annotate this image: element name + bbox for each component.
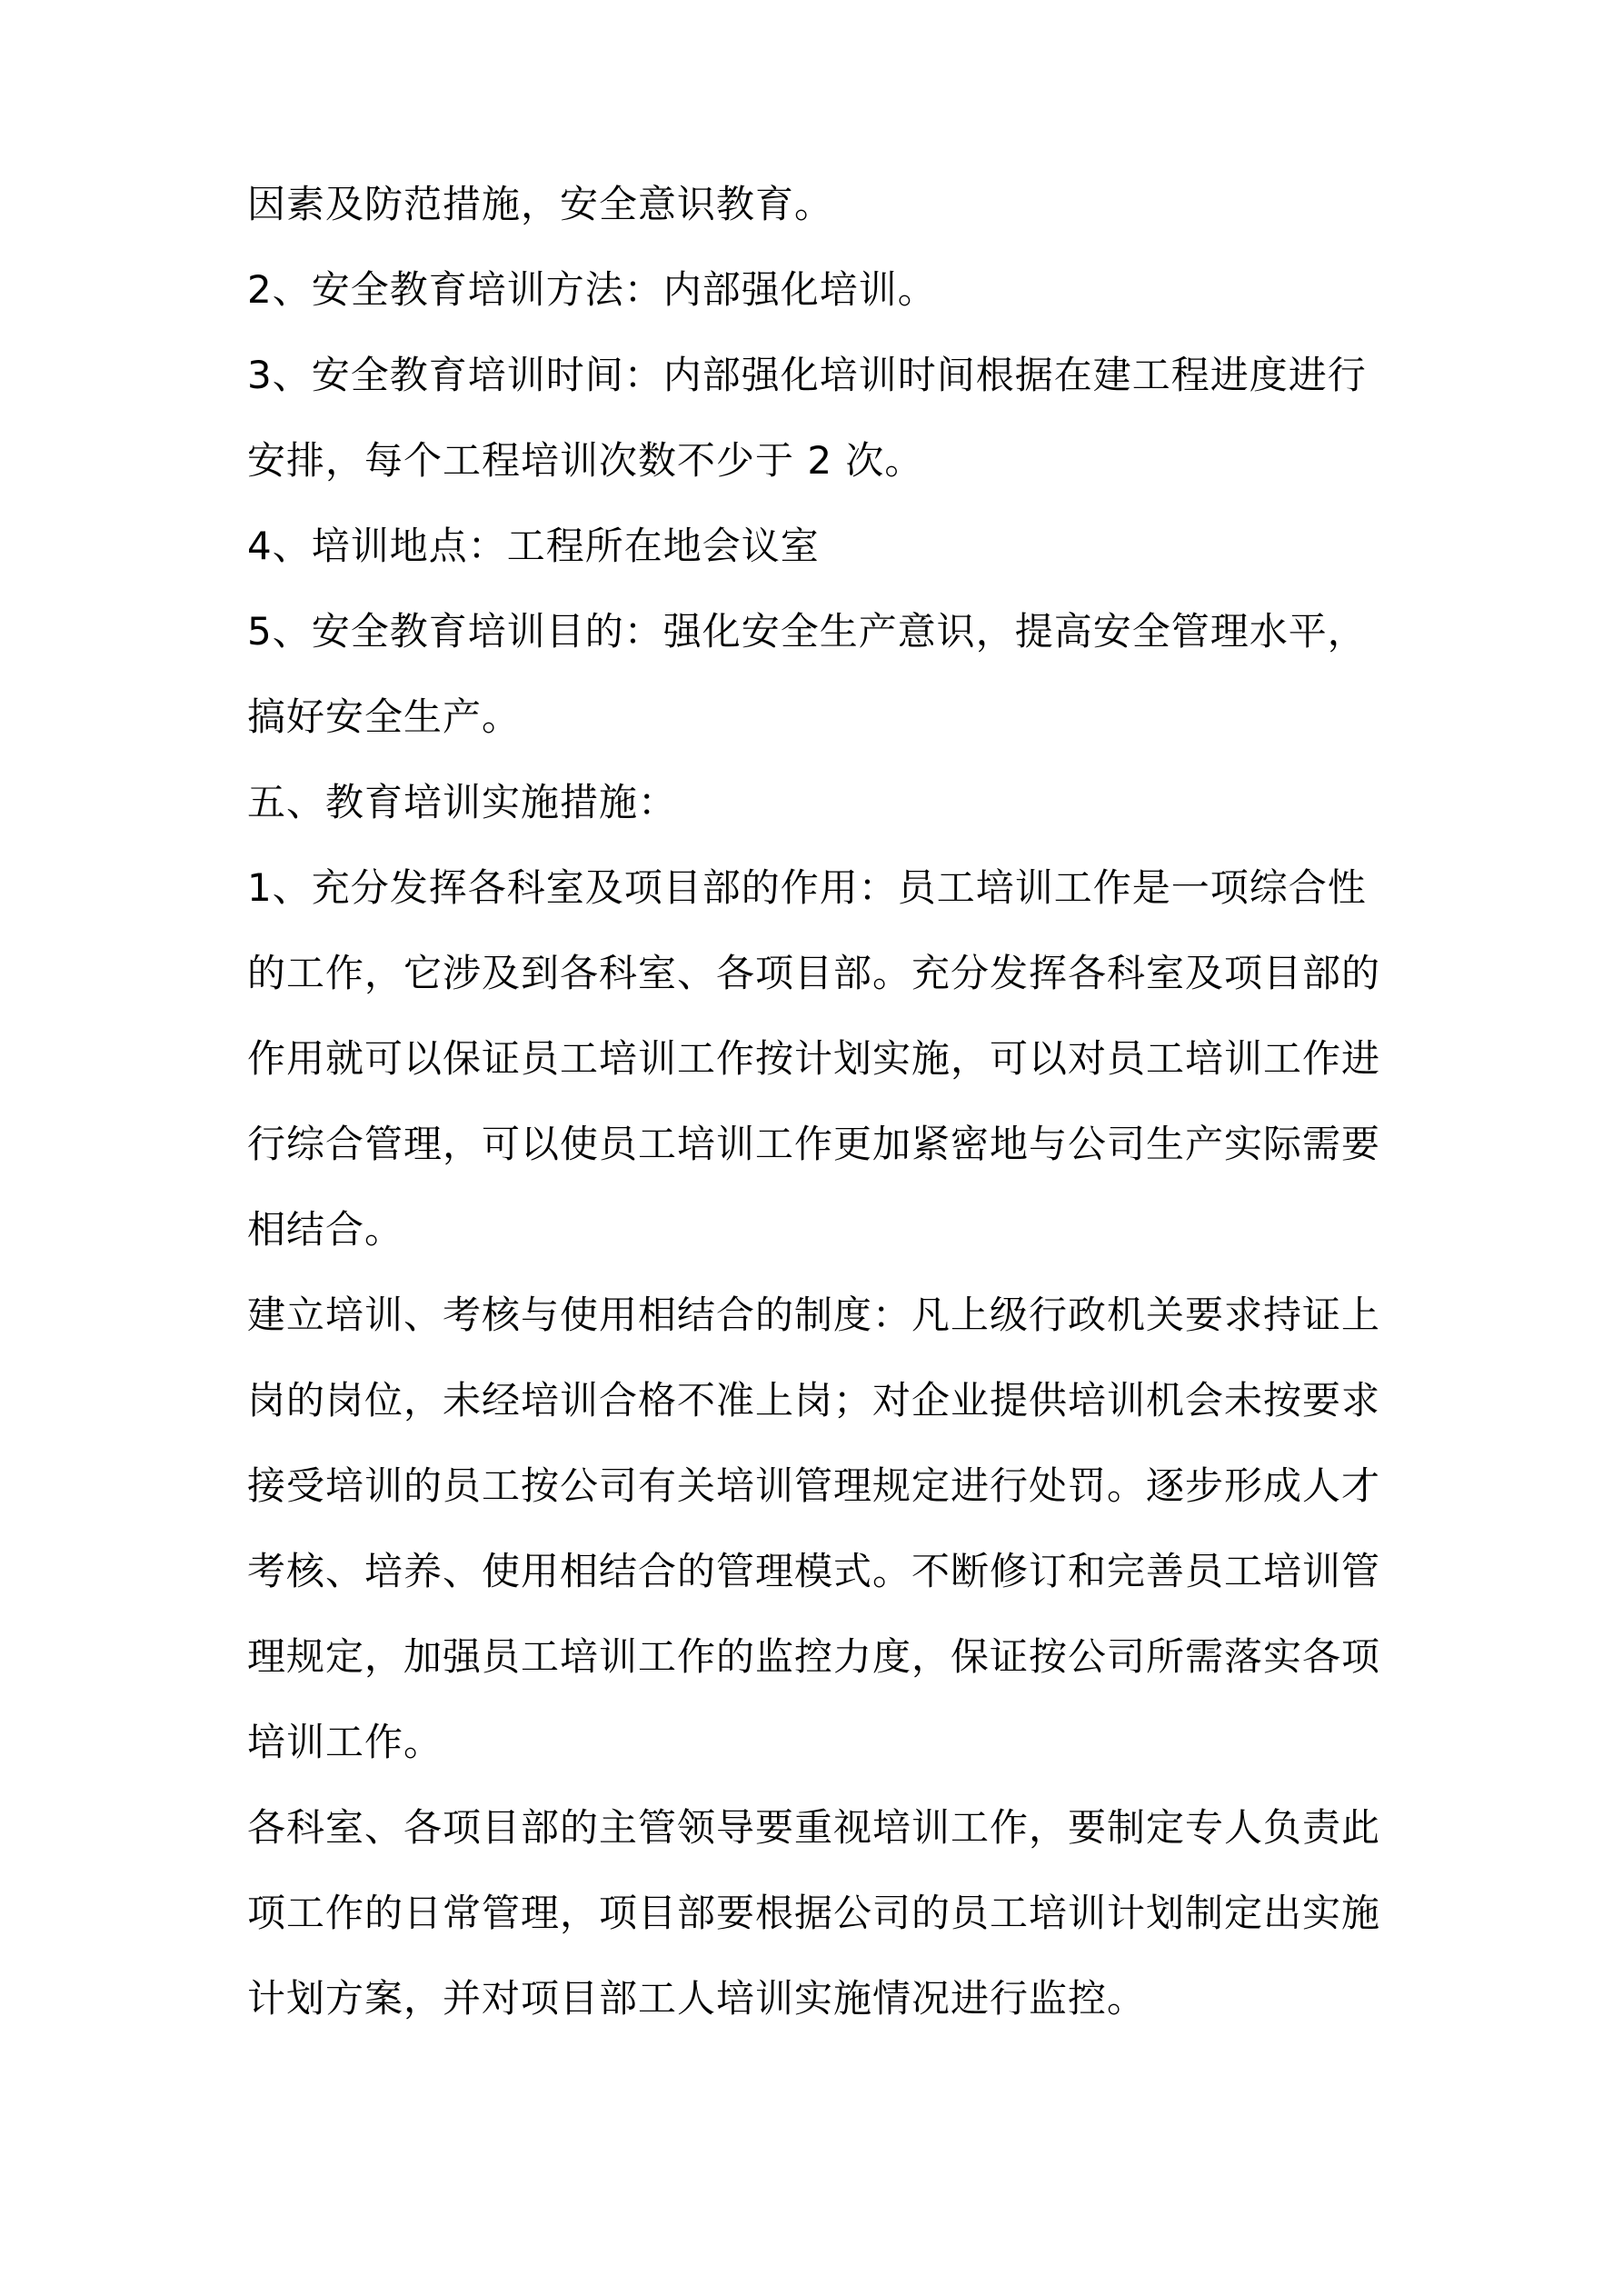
paragraph-training-location: 4、培训地点：工程所在地会议室 xyxy=(247,524,820,568)
paragraph-training-method: 2、安全教育培训方法：内部强化培训。 xyxy=(247,267,937,312)
paragraph-departments-role: 1、充分发挥各科室及项目部的作用：员工培训工作是一项综合性的工作，它涉及到各科室、各项目部。充分发挥各科室及项目部的作用就可以保证员工培训工作按计划实施，可以对员工培训工作进行综合管理，可以使员工培训工作更加紧密地与公司生产实际需要相结合。 xyxy=(247,865,1381,1252)
document-body xyxy=(247,162,1401,2041)
paragraph-training-system: 建立培训、考核与使用相结合的制度：凡上级行政机关要求持证上岗的岗位，未经培训合格不准上岗；对企业提供培训机会未按要求接受培训的员工按公司有关培训管理规定进行处罚。逐步形成人才考核、培养、使用相结合的管理模式。不断修订和完善员工培训管理规定，加强员工培训工作的监控力度，保证按公司所需落实各项培训工作。 xyxy=(247,1293,1381,1764)
paragraph-safety-awareness: 因素及防范措施，安全意识教育。 xyxy=(247,182,834,226)
paragraph-training-goal: 5、安全教育培训目的：强化安全生产意识，提高安全管理水平，搞好安全生产。 xyxy=(247,609,1367,739)
paragraph-leadership: 各科室、各项目部的主管领导要重视培训工作，要制定专人负责此项工作的日常管理，项目部要根据公司的员工培训计划制定出实施计划方案，并对项目部工人培训实施情况进行监控。 xyxy=(247,1805,1381,2021)
paragraph-training-time: 3、安全教育培训时间：内部强化培训时间根据在建工程进度进行安排，每个工程培训次数不少于 2 次。 xyxy=(247,353,1367,483)
section-heading-implementation: 五、教育培训实施措施： xyxy=(247,780,678,824)
